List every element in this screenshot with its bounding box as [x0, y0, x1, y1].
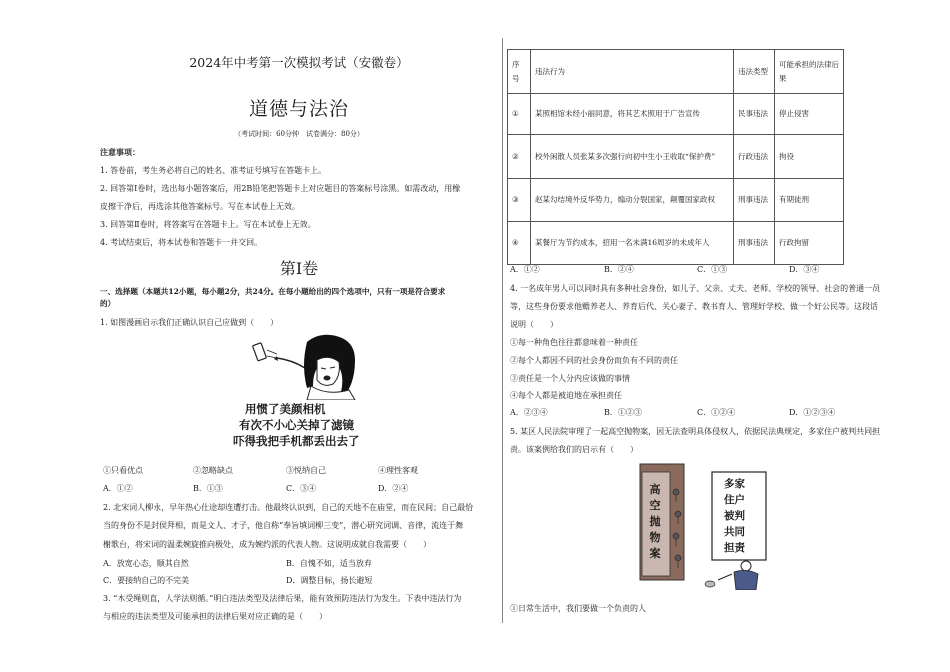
section-title: 第Ⅰ卷 — [279, 259, 319, 278]
mc-heading: 一、选择题（本题共12小题，每小题2分，共24分。在每小题给出的四个选项中，只有一项是符合要求 — [100, 287, 446, 296]
q2-option-b: B．自愧不如，适当放弃 — [286, 559, 372, 568]
comic-caption-3: 吓得我把手机都丢出去了 — [233, 434, 360, 448]
table-header-cell: 序号 — [508, 50, 531, 94]
q1-stem: 1. 如图漫画启示我们正确认识自己应做到（ ） — [100, 318, 279, 327]
q5-statement-1: ①日常生活中，我们要做一个负责的人 — [510, 604, 646, 613]
table-header-cell: 违法类型 — [734, 50, 775, 94]
q4-line-2: 等，这些身份要求他赡养老人、养育后代、关心妻子、教书育人、管理好学校、做一个好公民等。这段话 — [510, 302, 878, 311]
q3-line-2: 与相应的违法类型及可能承担的法律后果对应正确的是（ ） — [103, 612, 327, 621]
q2-line-1: 2. 北宋词人柳永，早年热心仕途却连遭打击。他最终认识到，自己的天地不在庙堂，而在民间；自己最恰 — [103, 503, 474, 512]
q4-statement-4: ④每个人都是被迫地在承担责任 — [510, 391, 622, 400]
sign-line-2: 住户 — [724, 494, 745, 506]
q4-option-b: B．①②③ — [604, 408, 642, 417]
q5-line-2: 责。该案例给我们的启示有（ ） — [510, 445, 638, 454]
note-2: 2. 回答第Ⅰ卷时，选出每小题答案后，用2B铅笔把答题卡上对应题目的答案标号涂黑。如需改动，用橡 — [100, 184, 461, 193]
table-cell: 行政拘留 — [775, 222, 844, 265]
q4-option-a: A．②③④ — [510, 408, 548, 417]
q2-option-a: A．放宽心态，顺其自然 — [103, 559, 189, 568]
q1-statement-4: ④理性客观 — [378, 466, 418, 475]
table-cell: ④ — [508, 222, 531, 265]
table-header-row — [508, 50, 844, 94]
note-3: 3. 回答第Ⅱ卷时，将答案写在答题卡上。写在本试卷上无效。 — [100, 220, 316, 229]
table-header-cell: 可能承担的法律后果 — [775, 50, 844, 94]
falling-object-comic — [636, 462, 776, 590]
table-cell: ③ — [508, 179, 531, 222]
q3-option-a: A．①② — [510, 265, 540, 274]
table-cell: 某照相馆未经小丽同意，将其艺术照用于广告宣传 — [531, 94, 734, 135]
q1-statement-2: ②忽略缺点 — [193, 466, 233, 475]
q3-line-1: 3. “木受绳则直，人学法则循。”明白违法类型及法律后果，能有效预防违法行为发生。下表中违法行为 — [103, 594, 462, 603]
person-throwing-phone-illustration — [237, 330, 387, 400]
comic-caption-2: 有次不小心关掉了滤镜 — [239, 418, 354, 432]
comic-caption-1: 用惯了美颜相机 — [245, 402, 326, 416]
column-divider — [502, 38, 503, 623]
q2-option-c: C．要接纳自己的不完美 — [103, 576, 190, 585]
table-cell: 某餐厅为节约成本，招用一名未满16周岁的未成年人 — [531, 222, 734, 265]
q2-line-3: 榭歌台，将宋词的温柔婉旋推向极处，成为婉约派的代表人物。这说明成就自我需要（ ） — [103, 540, 431, 549]
table-cell: ① — [508, 94, 531, 135]
exam-title: 2024年中考第一次模拟考试（安徽卷） — [189, 55, 409, 70]
q4-option-c: C．①②④ — [697, 408, 736, 417]
table-row — [508, 94, 844, 135]
table-header-cell: 违法行为 — [531, 50, 734, 94]
q2-line-2: 当的身份不是封侯拜相，而是文人、才子，他自称“奉旨填词柳三变”，潜心研究词调、音律，流连于舞 — [103, 521, 464, 530]
table-row — [508, 222, 844, 265]
note-2-cont: 皮擦干净后，再选涂其他答案标号。写在本试卷上无效。 — [100, 202, 300, 211]
q4-line-1: 4. 一名成年男人可以同时具有多种社会身份，如儿子、父亲、丈夫、老师、学校的领导、社会的普通一员 — [510, 284, 881, 293]
table-cell: 拘役 — [775, 135, 844, 179]
table-cell: 赵某勾结境外反华势力，煽动分裂国家，颠覆国家政权 — [531, 179, 734, 222]
table-cell: 刑事违法 — [734, 179, 775, 222]
table-cell: 停止侵害 — [775, 94, 844, 135]
q4-statement-3: ③责任是一个人分内应该做的事情 — [510, 374, 630, 383]
q1-option-a: A．①② — [103, 484, 133, 493]
q1-option-c: C．③④ — [286, 484, 317, 493]
q1-statement-1: ①只看优点 — [103, 466, 143, 475]
q3-option-d: D．③④ — [789, 265, 820, 274]
exam-info: （考试时间：60分钟 试卷满分：80分） — [234, 130, 364, 138]
q4-statement-1: ①每一种角色往往都意味着一种责任 — [510, 338, 638, 347]
table-cell: 行政违法 — [734, 135, 775, 179]
q2-option-d: D．调整目标，扬长避短 — [286, 576, 373, 585]
mc-heading-cont: 的） — [100, 299, 116, 308]
subject-title: 道德与法治 — [248, 98, 349, 120]
q4-option-d: D．①②③④ — [789, 408, 836, 417]
q1-option-b: B．①③ — [193, 484, 223, 493]
selfie-comic — [233, 330, 387, 448]
violations-table — [507, 49, 844, 265]
q5-line-1: 5. 某区人民法院审理了一起高空抛物案，因无法查明具体侵权人，依据民法典规定，多家住户被判共同担 — [510, 427, 881, 436]
sign-line-5: 担责 — [724, 542, 745, 554]
building-label: 高空抛物案 — [649, 483, 661, 560]
q1-option-d: D．②④ — [378, 484, 409, 493]
table-row — [508, 135, 844, 179]
note-4: 4. 考试结束后，将本试卷和答题卡一并交回。 — [100, 238, 263, 247]
q3-option-b: B．②④ — [604, 265, 634, 274]
sign-line-3: 被判 — [724, 510, 745, 522]
table-cell: 有期徒刑 — [775, 179, 844, 222]
q4-statement-2: ②每个人都因不同的社会身份而负有不同的责任 — [510, 356, 678, 365]
table-cell: ② — [508, 135, 531, 179]
table-cell: 刑事违法 — [734, 222, 775, 265]
sign-line-4: 共同 — [724, 526, 745, 538]
table-row — [508, 179, 844, 222]
table-cell: 校外闲散人员张某多次强行向初中生小王收取“保护费” — [531, 135, 734, 179]
q4-line-3: 说明（ ） — [510, 320, 558, 329]
table-cell: 民事违法 — [734, 94, 775, 135]
q3-option-c: C．①③ — [697, 265, 728, 274]
notes-heading: 注意事项： — [100, 147, 140, 157]
sign-line-1: 多家 — [724, 478, 745, 490]
q1-statement-3: ③悦纳自己 — [286, 466, 326, 475]
note-1: 1. 答卷前，考生务必将自己的姓名、准考证号填写在答题卡上。 — [100, 166, 327, 175]
